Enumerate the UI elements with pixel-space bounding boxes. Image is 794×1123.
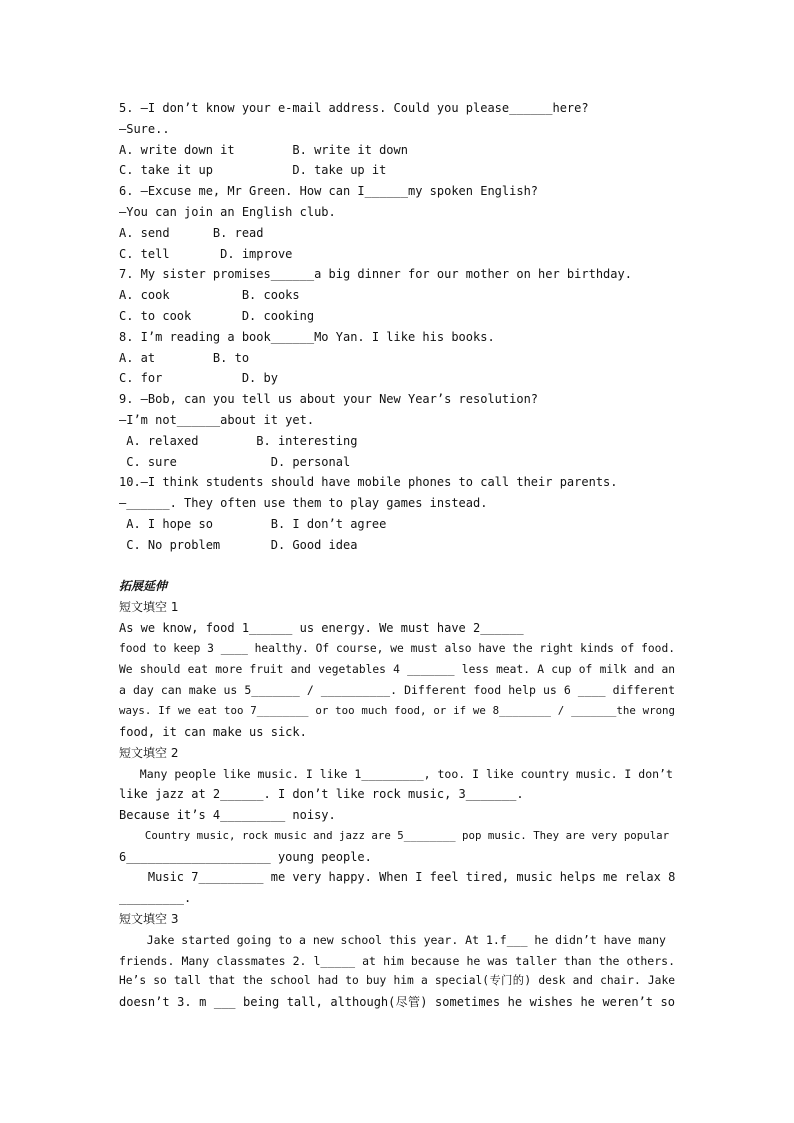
question-10-options-cd: C. No problem D. Good idea <box>119 537 358 552</box>
question-9-reply: —I’m not______about it yet. <box>119 412 315 427</box>
passage-3-title: 短文填空 3 <box>119 912 179 927</box>
question-9-options-cd: C. sure D. personal <box>119 454 351 469</box>
passage-2-line: Music 7_________ me very happy. When I feel tired, music helps me relax 8 <box>119 870 676 885</box>
question-10-stem: 10.—I think students should have mobile phones to call their parents. <box>119 475 618 490</box>
passage-3-line: doesn’t 3. m ___ being tall, although(尽管) sometimes he wishes he weren’t so <box>119 995 675 1010</box>
passage-1-line: a day can make us 5_______ / __________. Different food help us 6 ____ different <box>119 683 675 698</box>
question-9-options-ab: A. relaxed B. interesting <box>119 433 358 448</box>
question-6-options-cd: C. tell D. improve <box>119 246 293 261</box>
extension-heading: 拓展延伸 <box>119 579 168 594</box>
passage-3-line: He’s so tall that the school had to buy him a special(专门的) desk and chair. Jake <box>119 974 675 988</box>
question-7-options-ab: A. cook B. cooks <box>119 288 300 303</box>
question-7-options-cd: C. to cook D. cooking <box>119 308 315 323</box>
passage-1-line: ways. If we eat too 7________ or too much food, or if we 8________ / _______the wrong <box>119 704 675 718</box>
passage-2-line: Because it’s 4_________ noisy. <box>119 808 336 823</box>
question-5-reply: —Sure.. <box>119 121 170 136</box>
question-5-options-ab: A. write down it B. write it down <box>119 142 408 157</box>
passage-2-line: 6____________________ young people. <box>119 849 372 864</box>
passage-2-line: Country music, rock music and jazz are 5________ pop music. They are very popular <box>119 828 670 842</box>
passage-1-line: As we know, food 1______ us energy. We must have 2______ <box>119 620 524 635</box>
question-5-options-cd: C. take it up D. take up it <box>119 163 387 178</box>
passage-1-line: food, it can make us sick. <box>119 724 307 739</box>
question-6-options-ab: A. send B. read <box>119 225 264 240</box>
passage-1-line: food to keep 3 ____ healthy. Of course, we must also have the right kinds of food. <box>119 641 675 655</box>
passage-1-line: We should eat more fruit and vegetables 4 _______ less meat. A cup of milk and an <box>119 662 675 676</box>
question-7-stem: 7. My sister promises______a big dinner for our mother on her birthday. <box>119 267 632 282</box>
question-8-options-ab: A. at B. to <box>119 350 250 365</box>
question-6-stem: 6. —Excuse me, Mr Green. How can I______my spoken English? <box>119 184 539 199</box>
question-10-options-ab: A. I hope so B. I don’t agree <box>119 516 387 531</box>
question-8-stem: 8. I’m reading a book______Mo Yan. I like his books. <box>119 329 495 344</box>
passage-3-line: friends. Many classmates 2. l_____ at him because he was taller than the others. <box>119 953 675 968</box>
passage-3-line: Jake started going to a new school this year. At 1.f___ he didn’t have many <box>119 932 666 947</box>
question-9-stem: 9. —Bob, can you tell us about your New Year’s resolution? <box>119 392 539 407</box>
spacer <box>119 556 675 577</box>
passage-2-line: Many people like music. I like 1_________, too. I like country music. I don’t <box>119 766 673 781</box>
question-8-options-cd: C. for D. by <box>119 371 278 386</box>
document-content <box>119 98 675 1013</box>
passage-1-title: 短文填空 1 <box>119 600 179 615</box>
question-5-stem: 5. —I don’t know your e-mail address. Could you please______here? <box>119 101 589 115</box>
passage-2-line: like jazz at 2______. I don’t like rock music, 3_______. <box>119 787 524 802</box>
question-6-reply: —You can join an English club. <box>119 204 336 219</box>
passage-2-title: 短文填空 2 <box>119 745 179 760</box>
passage-2-line: _________. <box>119 891 192 906</box>
question-10-reply: —______. They often use them to play games instead. <box>119 496 488 511</box>
